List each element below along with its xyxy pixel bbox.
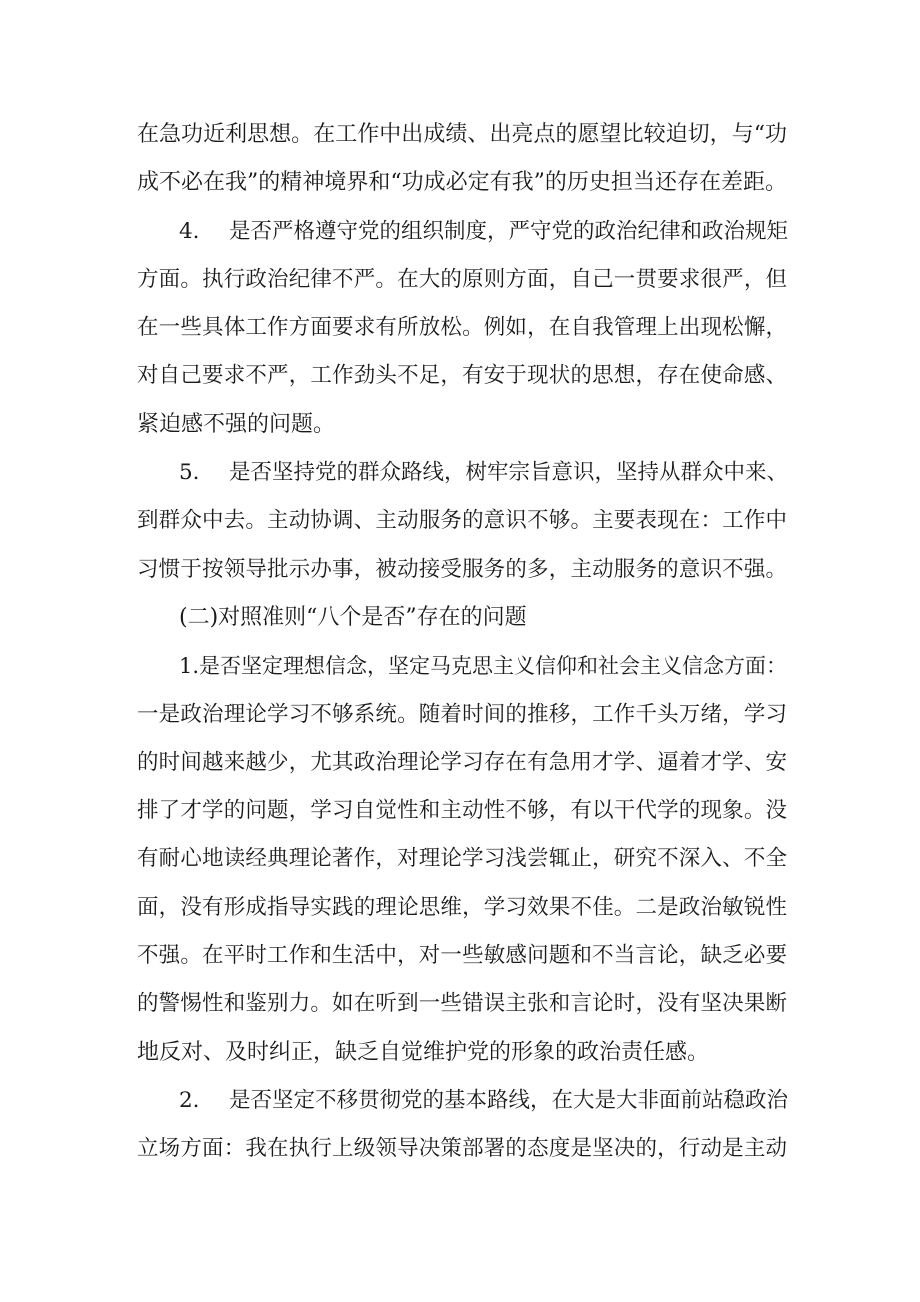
text-line: 地反对、及时纠正，缺乏自觉维护党的形象的政治责任感。 [137, 1039, 710, 1065]
text-line: 立场方面：我在执行上级领导决策部署的态度是坚决的，行动是主动 [137, 1136, 787, 1162]
text-line: 不强。在平时工作和生活中，对一些敏感问题和不当言论，缺乏必要 [137, 943, 787, 969]
text-line: 紧迫感不强的问题。 [137, 411, 336, 437]
text-line: 成不必在我”的精神境界和“功成必定有我”的历史担当还存在差距。 [137, 170, 787, 196]
line-text: 是否严格遵守党的组织制度，严守党的政治纪律和政治规矩 [229, 218, 789, 244]
document-body [137, 111, 787, 1174]
item-number: 5. [179, 460, 200, 486]
text-line: 面，没有形成指导实践的理论思维，学习效果不佳。二是政治敏锐性 [137, 894, 787, 920]
text-line: 有耐心地读经典理论著作，对理论学习浅尝辄止，研究不深入、不全 [137, 846, 787, 872]
text-line: 的警惕性和鉴别力。如在听到一些错误主张和言论时，没有坚决果断 [137, 991, 787, 1017]
text-line: 方面。执行政治纪律不严。在大的原则方面，自己一贯要求很严，但 [137, 266, 787, 292]
item-number: 2. [179, 1087, 200, 1113]
text-line: 到群众中去。主动协调、主动服务的意识不够。主要表现在：工作中 [137, 508, 787, 534]
text-line: 在急功近利思想。在工作中出成绩、出亮点的愿望比较迫切，与“功 [137, 122, 787, 147]
line-text: 是否坚定不移贯彻党的基本路线，在大是大非面前站稳政治 [229, 1087, 789, 1113]
text-line [137, 208, 787, 256]
line-text: 是否坚持党的群众路线，树牢宗旨意识，坚持从群众中来、 [229, 460, 789, 486]
item-number: 4. [179, 218, 200, 244]
text-line [137, 1077, 787, 1125]
text-line: 1.是否坚定理想信念，坚定马克思主义信仰和社会主义信念方面： [179, 654, 788, 679]
text-line: 的时间越来越少，尤其政治理论学习存在有急用才学、逼着才学、安 [137, 749, 787, 775]
text-line: 排了才学的问题，学习自觉性和主动性不够，有以干代学的现象。没 [137, 798, 787, 824]
text-line [137, 449, 787, 497]
text-line: 对自己要求不严，工作劲头不足，有安于现状的思想，存在使命感、 [137, 363, 787, 389]
text-line: 一是政治理论学习不够系统。随着时间的推移，工作千头万绪，学习 [137, 701, 787, 727]
text-line: 习惯于按领导批示办事，被动接受服务的多，主动服务的意识不强。 [137, 556, 787, 582]
text-line: (二)对照准则“八个是否”存在的问题 [179, 604, 527, 630]
text-line: 在一些具体工作方面要求有所放松。例如，在自我管理上出现松懈， [137, 315, 787, 341]
